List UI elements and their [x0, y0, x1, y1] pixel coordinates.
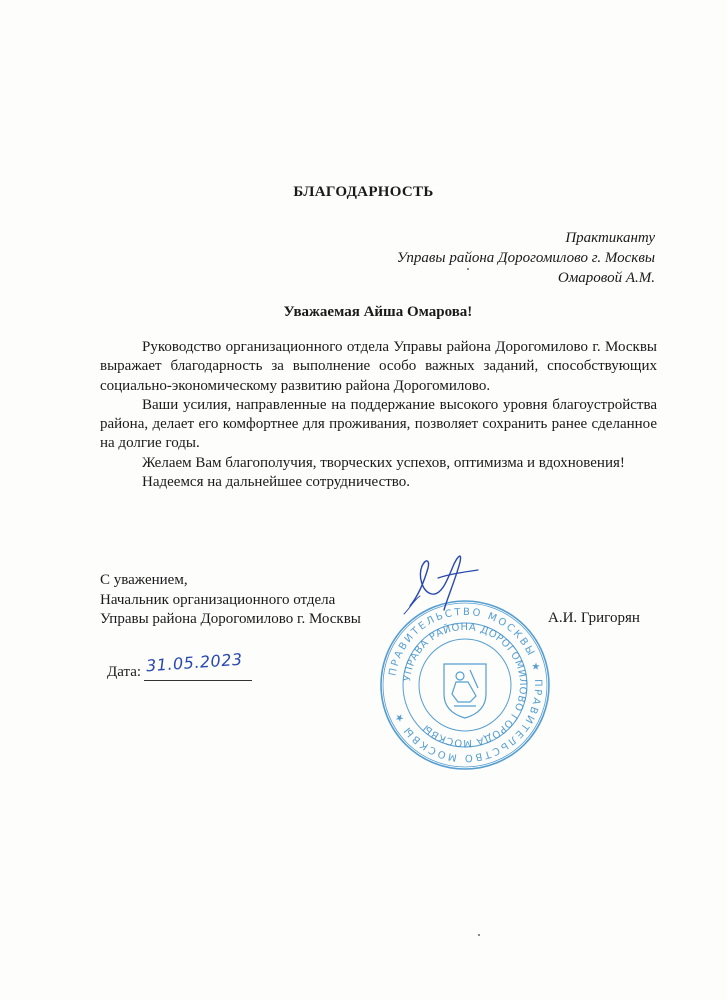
paragraph-2: Ваши усилия, направленные на поддержание высокого уровня благоустройства района, делает его комфортнее для проживания, позволяет сохранить ранее сделанное на долгие годы.	[100, 396, 657, 452]
greeting: Уважаемая Айша Омарова!	[283, 304, 473, 320]
paragraph-3: Желаем Вам благополучия, творческих успехов, оптимизма и вдохновения!	[142, 454, 625, 471]
document-title: БЛАГОДАРНОСТЬ	[293, 184, 434, 200]
handwritten-signature	[398, 548, 488, 620]
addressee-line-1: Практиканту	[565, 230, 655, 246]
scan-speck	[467, 268, 469, 270]
paragraph-4: Надеемся на дальнейшее сотрудничество.	[142, 474, 411, 491]
coat-of-arms-icon	[444, 664, 486, 718]
scan-speck	[478, 934, 480, 936]
date-label: Дата:	[107, 664, 142, 680]
date-underline	[144, 649, 252, 681]
svg-text:ПРАВИТЕЛЬСТВО МОСКВЫ ★ ПРАВИТЕ: ПРАВИТЕЛЬСТВО МОСКВЫ ★ ПРАВИТЕЛЬСТВО МОСКВЫ ★	[387, 606, 544, 764]
paragraph-1: Руководство организационного отдела Управы района Дорогомилово г. Москвы выражает благодарность за выполнение особо важных заданий, способствующих социально-экономическому развитию района Дорогомилово.	[100, 339, 657, 394]
closing-line-1: С уважением,	[100, 572, 188, 588]
signer-name: А.И. Григорян	[548, 610, 640, 626]
addressee-line-3: Омаровой А.М.	[557, 270, 655, 286]
closing-line-3: Управы района Дорогомилово г. Москвы	[100, 611, 361, 627]
closing-line-2: Начальник организационного отдела	[100, 591, 336, 608]
date-value: 31.05.2023	[145, 649, 244, 676]
letter-body	[100, 338, 657, 492]
date-field	[107, 649, 252, 681]
addressee-block	[255, 228, 655, 288]
official-seal	[378, 598, 552, 772]
svg-text:УПРАВА РАЙОНА ДОРОГОМИЛОВО ГОР: УПРАВА РАЙОНА ДОРОГОМИЛОВО ГОРОДА МОСКВЫ	[402, 621, 529, 749]
addressee-line-2: Управы района Дорогомилово г. Москвы	[396, 250, 655, 266]
